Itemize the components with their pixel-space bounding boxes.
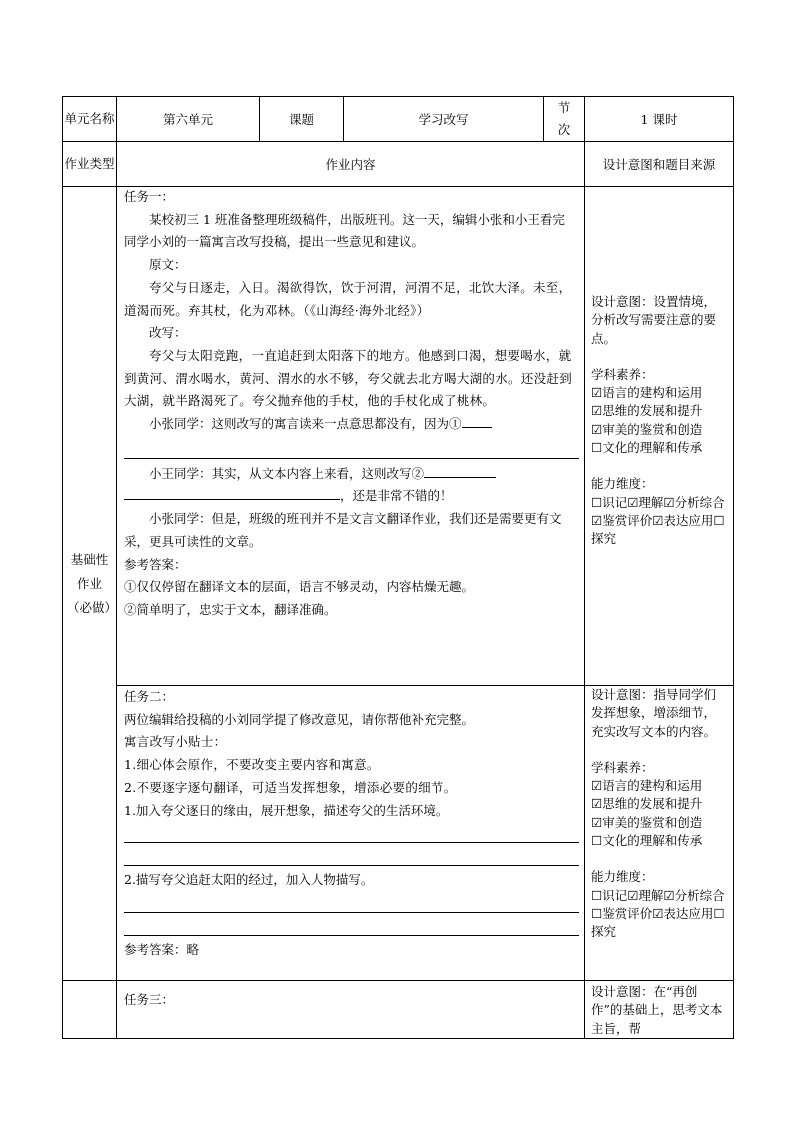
task1-literacy-2: ☑思维的发展和提升 xyxy=(591,403,703,419)
task1-design-cell xyxy=(585,187,734,686)
task3-design-cell xyxy=(585,981,734,1039)
task2-ability-title: 能力维度： xyxy=(591,869,654,885)
period-value-cell xyxy=(585,97,734,142)
task1-answer-2: ②简单明了，忠实于文本，翻译准确。 xyxy=(124,601,337,617)
task2-title: 任务二： xyxy=(124,689,175,704)
header-row xyxy=(63,97,734,142)
content-header: 作业内容 xyxy=(325,157,376,172)
task3-content xyxy=(117,981,585,1039)
task2-ability-1: ☐识记☑理解☑分析综合 xyxy=(591,887,725,903)
answer-blank-1a[interactable] xyxy=(462,413,492,428)
homework-table xyxy=(62,96,734,1039)
task1-answer-1: ①仅仅停留在翻译文本的层面，语言不够灵动，内容枯燥无趣。 xyxy=(124,579,475,595)
unit-value: 第六单元 xyxy=(162,112,213,127)
task1-intro: 某校初三 1 班准备整理班级稿件，出版班刊。这一天，编辑小张和小王看完同学小刘的一篇寓言改写投稿，提出一些意见和建议。 xyxy=(124,211,565,250)
task1-zhang-text: 小张同学：这则改写的寓言读来一点意思都没有，因为① xyxy=(149,416,462,432)
content-header-cell xyxy=(117,142,585,187)
task1-original-label: 原文： xyxy=(149,257,187,273)
task1-literacy-3: ☑审美的鉴赏和创造 xyxy=(591,421,703,437)
task2-content xyxy=(117,686,585,981)
task1-ability-title: 能力维度： xyxy=(591,476,654,492)
task2-row xyxy=(63,686,734,981)
task2-tips-title: 寓言改写小贴士： xyxy=(124,734,227,750)
task2-design-cell xyxy=(585,686,734,981)
unit-label-cell xyxy=(63,97,117,142)
task3-title: 任务三： xyxy=(124,992,175,1007)
task1-wang-cont xyxy=(124,485,577,508)
task1-row xyxy=(63,187,734,686)
design-header-cell xyxy=(585,142,734,187)
task2-literacy-4: ☐文化的理解和传承 xyxy=(591,833,703,849)
type-header: 作业类型 xyxy=(64,156,115,171)
design-header: 设计意图和题目来源 xyxy=(602,157,716,172)
task2-design-intent: 设计意图：指导同学们发挥想象，增添细节，充实改写文本的内容。 xyxy=(591,687,717,739)
task2-intro: 两位编辑给投稿的小刘同学提了修改意见，请你帮他补充完整。 xyxy=(124,711,475,727)
task3-design-intent: 设计意图：在“再创作”的基础上，思考文本主旨，帮 xyxy=(591,984,723,1036)
answer-blank-1b[interactable] xyxy=(124,436,579,459)
task2-tip-2: 2.不要逐字逐句翻译，可适当发挥想象，增添必要的细节。 xyxy=(124,779,457,795)
task2-question-2: 2.描写夸父追赶太阳的经过，加入人物描写。 xyxy=(124,872,374,888)
unit-value-cell xyxy=(117,97,260,142)
period-value: 1 课时 xyxy=(640,112,678,127)
task2-answer-line-3[interactable] xyxy=(124,892,579,913)
task1-literacy-title: 学科素养： xyxy=(591,366,654,382)
type-header-cell xyxy=(63,142,117,187)
task1-zhang-comment xyxy=(124,413,577,436)
column-header-row xyxy=(63,142,734,187)
task3-row xyxy=(63,981,734,1039)
task2-answer: 参考答案：略 xyxy=(124,941,200,957)
category-cell xyxy=(63,187,117,981)
task2-answer-line-1[interactable] xyxy=(124,822,579,843)
task1-title: 任务一： xyxy=(124,189,175,204)
task1-original-text: 夸父与日逐走，入日。渴欲得饮，饮于河渭，河渭不足，北饮大泽。未至，道渴而死。弃其杖，化为邓林。（《山海经·海外北经》） xyxy=(124,279,572,318)
task2-literacy-2: ☑思维的发展和提升 xyxy=(591,796,703,812)
task2-tip-1: 1.细心体会原作，不要改变主要内容和寓意。 xyxy=(124,757,380,773)
task2-question-1: 1.加入夸父逐日的缘由，展开想象，描述夸父的生活环境。 xyxy=(124,802,449,818)
task2-ability-2: ☐鉴赏评价☑表达应用☐探究 xyxy=(591,905,725,940)
task3-type-cell xyxy=(63,981,117,1039)
task1-literacy-4: ☐文化的理解和传承 xyxy=(591,440,703,456)
task1-content xyxy=(117,187,585,686)
answer-blank-2a[interactable] xyxy=(424,463,496,478)
task1-wang-text: 小王同学：其实，从文本内容上来看，这则改写② xyxy=(149,465,425,481)
task2-literacy-1: ☑语言的建构和运用 xyxy=(591,778,703,794)
topic-label-cell xyxy=(260,97,344,142)
task1-ability-1: ☐识记☑理解☑分析综合 xyxy=(591,494,725,510)
period-label: 节次 xyxy=(557,100,571,137)
task1-rewrite-text: 夸父与太阳竞跑，一直追赶到太阳落下的地方。他感到口渴，想要喝水，就到黄河、渭水喝水，黄河、渭水的水不够，夸父就去北方喝大湖的水。还没赶到大湖，就半路渴死了。夸父抛弃他的手杖，他的手杖化成了桃林。 xyxy=(124,347,573,409)
task1-wang-end: ，还是非常不错的！ xyxy=(340,488,453,504)
task1-literacy-1: ☑语言的建构和运用 xyxy=(591,385,703,401)
task1-ability-2: ☑鉴赏评价☑表达应用☐探究 xyxy=(591,512,725,547)
topic-label: 课题 xyxy=(288,112,314,127)
topic-value-cell xyxy=(344,97,544,142)
category-label: 基础性作业（必做） xyxy=(67,551,118,615)
task1-rewrite-label: 改写： xyxy=(149,325,187,341)
task1-zhang-reply: 小张同学：但是，班级的班刊并不是文言文翻译作业，我们还是需要更有文采，更具可读性的文章。 xyxy=(124,511,562,549)
task2-literacy-3: ☑审美的鉴赏和创造 xyxy=(591,814,703,830)
answer-blank-2b[interactable] xyxy=(124,485,340,500)
task1-wang-comment xyxy=(124,463,577,486)
period-label-cell xyxy=(544,97,585,142)
task2-literacy-title: 学科素养： xyxy=(591,759,654,775)
task1-design-intent: 设计意图：设置情境，分析改写需要注意的要点。 xyxy=(591,294,717,346)
task1-answer-label: 参考答案： xyxy=(124,556,187,572)
task2-answer-line-2[interactable] xyxy=(124,843,579,866)
task2-answer-line-4[interactable] xyxy=(124,913,579,936)
unit-label: 单元名称 xyxy=(64,111,115,126)
topic-value: 学习改写 xyxy=(418,112,469,127)
